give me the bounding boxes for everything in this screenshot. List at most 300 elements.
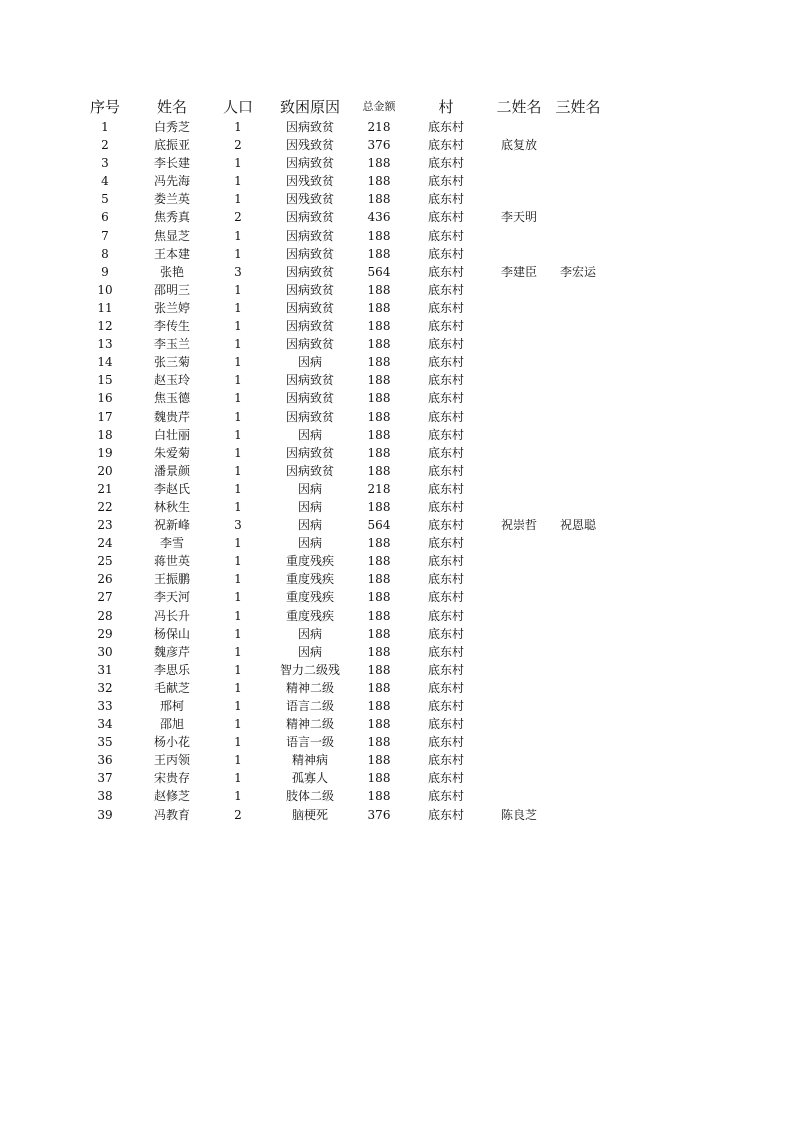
cell-name: 底振亚 [153, 138, 190, 153]
cell-cause: 因病致贫 [285, 445, 334, 460]
cell-seq: 37 [97, 771, 113, 786]
cell-population: 1 [234, 499, 242, 514]
cell-third-name [550, 661, 606, 679]
cell-population: 1 [234, 789, 242, 804]
cell-seq: 29 [97, 626, 113, 641]
cell-cause: 肢体二级 [285, 789, 334, 804]
cell-third-name [550, 498, 606, 516]
cell-second-name [488, 371, 550, 389]
cell-seq: 3 [101, 156, 109, 171]
header-row [76, 96, 606, 118]
cell-amount: 188 [367, 246, 391, 261]
table-row [76, 751, 606, 769]
cell-amount: 188 [367, 717, 391, 732]
cell-cause: 因病致贫 [285, 120, 334, 134]
cell-second-name [488, 444, 550, 462]
cell-seq: 39 [97, 807, 113, 822]
table-row [76, 480, 606, 498]
cell-second-name [488, 299, 550, 317]
cell-name: 邵明三 [153, 282, 190, 297]
table-row [76, 245, 606, 263]
cell-second-name [488, 118, 550, 136]
cell-third-name [550, 733, 606, 751]
cell-amount: 188 [367, 445, 391, 460]
cell-village: 底东村 [427, 807, 464, 822]
cell-second-name [488, 227, 550, 245]
cell-amount: 376 [367, 138, 391, 153]
cell-population: 1 [234, 427, 242, 442]
table-row [76, 335, 606, 353]
cell-population: 2 [234, 138, 242, 153]
cell-name: 邢柯 [159, 699, 184, 713]
table-row [76, 317, 606, 335]
cell-amount: 188 [367, 337, 391, 352]
cell-name: 娄兰英 [153, 192, 190, 207]
cell-cause: 因病致贫 [285, 228, 334, 243]
cell-amount: 188 [367, 590, 391, 605]
cell-name: 李长建 [153, 156, 190, 171]
cell-second-name [488, 462, 550, 480]
cell-third-name [550, 643, 606, 661]
cell-seq: 7 [101, 228, 109, 243]
table-row [76, 190, 606, 208]
cell-name: 杨小花 [153, 735, 190, 750]
cell-village: 底东村 [427, 463, 464, 478]
cell-population: 1 [234, 282, 242, 297]
cell-seq: 9 [101, 264, 109, 279]
table-row [76, 353, 606, 371]
cell-second-name [488, 552, 550, 570]
cell-name: 赵玉玲 [153, 373, 190, 388]
header-second-name: 二姓名 [496, 98, 542, 116]
cell-population: 1 [234, 228, 242, 243]
cell-seq: 18 [97, 427, 113, 442]
cell-second-name [488, 643, 550, 661]
cell-name: 朱爱菊 [153, 445, 190, 460]
table-row [76, 769, 606, 787]
table-row [76, 389, 606, 407]
cell-population: 1 [234, 680, 242, 695]
cell-village: 底东村 [427, 735, 464, 750]
cell-seq: 33 [97, 699, 113, 713]
table-row [76, 136, 606, 154]
cell-third-name [550, 317, 606, 335]
cell-seq: 12 [97, 319, 113, 334]
cell-third-name [550, 480, 606, 498]
cell-amount: 188 [367, 192, 391, 207]
cell-seq: 26 [97, 572, 113, 587]
cell-second-name [488, 317, 550, 335]
cell-seq: 11 [97, 300, 113, 315]
cell-village: 底东村 [427, 662, 464, 677]
cell-second-name: 李天明 [500, 210, 537, 225]
cell-village: 底东村 [427, 626, 464, 641]
cell-village: 底东村 [427, 120, 464, 134]
cell-name: 张兰婷 [153, 300, 190, 315]
cell-name: 林秋生 [153, 499, 190, 514]
cell-name: 冯教育 [153, 807, 190, 822]
cell-cause: 因病致贫 [285, 337, 334, 352]
cell-amount: 188 [367, 608, 391, 623]
cell-amount: 436 [367, 210, 391, 225]
cell-amount: 188 [367, 373, 391, 388]
cell-cause: 因病 [297, 355, 322, 370]
cell-third-name [550, 534, 606, 552]
cell-village: 底东村 [427, 427, 464, 442]
cell-second-name [488, 245, 550, 263]
table-row [76, 607, 606, 625]
cell-third-name [550, 335, 606, 353]
cell-cause: 重度残疾 [285, 608, 334, 623]
cell-cause: 因病致贫 [285, 463, 334, 478]
cell-cause: 因病 [297, 644, 322, 659]
cell-third-name [550, 172, 606, 190]
cell-seq: 4 [101, 174, 109, 189]
cell-second-name [488, 715, 550, 733]
cell-third-name [550, 679, 606, 697]
cell-name: 张三菊 [153, 355, 190, 370]
table-row [76, 588, 606, 606]
cell-second-name [488, 154, 550, 172]
cell-seq: 34 [97, 717, 113, 732]
cell-population: 1 [234, 355, 242, 370]
header-name: 姓名 [156, 98, 187, 116]
cell-village: 底东村 [427, 210, 464, 225]
cell-village: 底东村 [427, 554, 464, 569]
table-row [76, 534, 606, 552]
cell-third-name [550, 426, 606, 444]
cell-amount: 188 [367, 735, 391, 750]
cell-seq: 6 [101, 210, 109, 225]
cell-cause: 因病致贫 [285, 264, 334, 279]
cell-seq: 27 [97, 590, 113, 605]
cell-population: 1 [234, 590, 242, 605]
table-row [76, 462, 606, 480]
cell-third-name [550, 806, 606, 824]
cell-seq: 5 [101, 192, 109, 207]
cell-cause: 重度残疾 [285, 554, 334, 569]
header-cause: 致困原因 [279, 98, 340, 116]
cell-village: 底东村 [427, 156, 464, 171]
cell-third-name [550, 154, 606, 172]
cell-third-name [550, 371, 606, 389]
cell-cause: 因病 [297, 481, 322, 496]
cell-second-name [488, 625, 550, 643]
cell-amount: 188 [367, 680, 391, 695]
table-row [76, 806, 606, 824]
cell-population: 3 [234, 518, 242, 533]
cell-seq: 22 [97, 499, 113, 514]
table-row [76, 625, 606, 643]
cell-population: 1 [234, 481, 242, 496]
cell-amount: 188 [367, 753, 391, 768]
cell-population: 1 [234, 409, 242, 424]
cell-name: 蒋世英 [153, 554, 190, 569]
cell-cause: 因病 [297, 518, 322, 533]
table-row [76, 787, 606, 805]
table-body [76, 118, 606, 824]
cell-second-name [488, 697, 550, 715]
cell-second-name [488, 679, 550, 697]
cell-name: 焦玉德 [153, 391, 190, 406]
cell-name: 焦显芝 [153, 228, 190, 243]
cell-cause: 因病致贫 [285, 246, 334, 261]
cell-population: 1 [234, 337, 242, 352]
cell-second-name [488, 733, 550, 751]
cell-cause: 因病致贫 [285, 319, 334, 334]
table-row [76, 371, 606, 389]
table-row [76, 715, 606, 733]
header-seq: 序号 [89, 98, 120, 116]
table-row [76, 281, 606, 299]
cell-seq: 1 [101, 120, 109, 134]
table-row [76, 697, 606, 715]
cell-village: 底东村 [427, 699, 464, 713]
cell-cause: 精神二级 [285, 717, 334, 732]
cell-population: 1 [234, 699, 242, 713]
cell-village: 底东村 [427, 644, 464, 659]
cell-seq: 16 [97, 391, 113, 406]
cell-village: 底东村 [427, 264, 464, 279]
cell-cause: 因病致贫 [285, 373, 334, 388]
cell-population: 1 [234, 554, 242, 569]
cell-village: 底东村 [427, 246, 464, 261]
cell-amount: 188 [367, 499, 391, 514]
cell-second-name [488, 607, 550, 625]
cell-population: 1 [234, 753, 242, 768]
cell-population: 1 [234, 192, 242, 207]
cell-third-name [550, 570, 606, 588]
cell-seq: 31 [97, 662, 113, 677]
cell-population: 1 [234, 644, 242, 659]
table-row [76, 154, 606, 172]
cell-seq: 36 [97, 753, 113, 768]
cell-population: 1 [234, 373, 242, 388]
cell-third-name [550, 462, 606, 480]
cell-amount: 188 [367, 554, 391, 569]
cell-amount: 218 [367, 481, 391, 496]
cell-population: 1 [234, 771, 242, 786]
cell-third-name [550, 136, 606, 154]
cell-name: 李雪 [159, 536, 184, 551]
cell-third-name [550, 444, 606, 462]
cell-second-name [488, 172, 550, 190]
cell-name: 张艳 [159, 264, 184, 279]
cell-name: 魏贵芹 [153, 409, 190, 424]
cell-second-name: 李建臣 [500, 264, 537, 279]
cell-third-name [550, 245, 606, 263]
cell-third-name [550, 607, 606, 625]
cell-third-name: 祝恩聪 [559, 518, 596, 533]
cell-population: 1 [234, 391, 242, 406]
header-population: 人口 [222, 98, 253, 116]
cell-name: 毛献芝 [153, 680, 190, 695]
cell-third-name [550, 208, 606, 226]
table-row [76, 426, 606, 444]
cell-second-name [488, 281, 550, 299]
cell-name: 王丙领 [153, 753, 190, 768]
cell-seq: 21 [97, 481, 113, 496]
table-row [76, 661, 606, 679]
table-row [76, 408, 606, 426]
cell-amount: 188 [367, 771, 391, 786]
cell-amount: 188 [367, 572, 391, 587]
cell-amount: 188 [367, 409, 391, 424]
cell-amount: 188 [367, 427, 391, 442]
cell-third-name [550, 227, 606, 245]
cell-name: 宋贵存 [153, 771, 190, 786]
cell-seq: 32 [97, 680, 113, 695]
cell-village: 底东村 [427, 481, 464, 496]
cell-name: 王本建 [153, 246, 190, 261]
table-row [76, 733, 606, 751]
cell-cause: 因病致贫 [285, 210, 334, 225]
cell-cause: 因病 [297, 626, 322, 641]
cell-amount: 188 [367, 174, 391, 189]
cell-population: 1 [234, 300, 242, 315]
cell-second-name [488, 534, 550, 552]
cell-village: 底东村 [427, 228, 464, 243]
cell-second-name [488, 751, 550, 769]
table-row [76, 498, 606, 516]
cell-population: 1 [234, 572, 242, 587]
cell-village: 底东村 [427, 409, 464, 424]
cell-population: 1 [234, 156, 242, 171]
cell-seq: 24 [97, 536, 113, 551]
table-row [76, 227, 606, 245]
cell-second-name [488, 661, 550, 679]
cell-name: 潘景颜 [153, 463, 190, 478]
cell-amount: 188 [367, 391, 391, 406]
table-row [76, 208, 606, 226]
cell-village: 底东村 [427, 373, 464, 388]
cell-third-name [550, 715, 606, 733]
cell-cause: 精神病 [291, 753, 328, 768]
cell-amount: 188 [367, 463, 391, 478]
cell-population: 1 [234, 662, 242, 677]
cell-amount: 188 [367, 626, 391, 641]
cell-amount: 188 [367, 282, 391, 297]
table-row [76, 444, 606, 462]
table-row [76, 570, 606, 588]
cell-village: 底东村 [427, 337, 464, 352]
cell-second-name: 陈良芝 [500, 807, 537, 822]
cell-second-name [488, 570, 550, 588]
cell-village: 底东村 [427, 518, 464, 533]
cell-second-name: 祝崇哲 [500, 518, 537, 533]
cell-cause: 因病致贫 [285, 282, 334, 297]
cell-name: 李玉兰 [153, 337, 190, 352]
cell-amount: 218 [367, 120, 391, 134]
cell-cause: 因病 [297, 427, 322, 442]
cell-cause: 精神二级 [285, 680, 334, 695]
cell-population: 1 [234, 445, 242, 460]
table-row [76, 552, 606, 570]
cell-village: 底东村 [427, 680, 464, 695]
table-row [76, 516, 606, 534]
cell-amount: 188 [367, 355, 391, 370]
cell-name: 冯先海 [153, 174, 190, 189]
cell-village: 底东村 [427, 445, 464, 460]
cell-name: 杨保山 [153, 626, 190, 641]
cell-cause: 因残致贫 [285, 174, 334, 189]
cell-third-name [550, 787, 606, 805]
cell-second-name [488, 426, 550, 444]
cell-name: 李传生 [153, 319, 190, 334]
cell-name: 祝新峰 [153, 518, 190, 533]
cell-amount: 188 [367, 699, 391, 713]
cell-amount: 188 [367, 789, 391, 804]
table-row [76, 263, 606, 281]
cell-name: 冯长升 [153, 608, 190, 623]
cell-name: 李赵氏 [153, 481, 190, 496]
cell-seq: 25 [97, 554, 113, 569]
cell-population: 1 [234, 626, 242, 641]
cell-population: 2 [234, 210, 242, 225]
cell-village: 底东村 [427, 789, 464, 804]
cell-cause: 重度残疾 [285, 590, 334, 605]
cell-name: 赵修芝 [153, 789, 190, 804]
cell-name: 焦秀真 [153, 210, 190, 225]
cell-village: 底东村 [427, 536, 464, 551]
cell-name: 魏彦芹 [153, 644, 190, 659]
cell-third-name [550, 625, 606, 643]
poverty-assistance-table [76, 96, 606, 824]
cell-cause: 因病致贫 [285, 409, 334, 424]
cell-cause: 孤寡人 [291, 771, 328, 786]
cell-second-name [488, 190, 550, 208]
cell-village: 底东村 [427, 572, 464, 587]
cell-seq: 13 [97, 337, 113, 352]
cell-cause: 因病 [297, 536, 322, 551]
cell-second-name [488, 588, 550, 606]
cell-third-name [550, 190, 606, 208]
table-row [76, 679, 606, 697]
header-amount: 总金额 [362, 100, 396, 113]
cell-third-name [550, 697, 606, 715]
cell-amount: 188 [367, 536, 391, 551]
cell-village: 底东村 [427, 771, 464, 786]
cell-village: 底东村 [427, 391, 464, 406]
cell-cause: 因病致贫 [285, 300, 334, 315]
cell-third-name [550, 769, 606, 787]
cell-name: 白壮丽 [153, 427, 190, 442]
cell-population: 1 [234, 246, 242, 261]
cell-third-name [550, 588, 606, 606]
cell-third-name [550, 552, 606, 570]
cell-village: 底东村 [427, 282, 464, 297]
cell-second-name [488, 353, 550, 371]
cell-third-name [550, 281, 606, 299]
cell-cause: 脑梗死 [291, 807, 328, 822]
cell-name: 李思乐 [153, 662, 190, 677]
cell-third-name: 李宏运 [559, 264, 596, 279]
cell-population: 1 [234, 536, 242, 551]
header-village: 村 [438, 98, 454, 116]
table-row [76, 299, 606, 317]
cell-second-name [488, 408, 550, 426]
cell-cause: 语言二级 [285, 699, 334, 713]
cell-village: 底东村 [427, 499, 464, 514]
cell-village: 底东村 [427, 753, 464, 768]
cell-seq: 14 [97, 355, 113, 370]
cell-cause: 因残致贫 [285, 192, 334, 207]
cell-second-name [488, 787, 550, 805]
cell-seq: 28 [97, 608, 113, 623]
cell-village: 底东村 [427, 608, 464, 623]
cell-second-name [488, 389, 550, 407]
cell-amount: 564 [367, 264, 391, 279]
